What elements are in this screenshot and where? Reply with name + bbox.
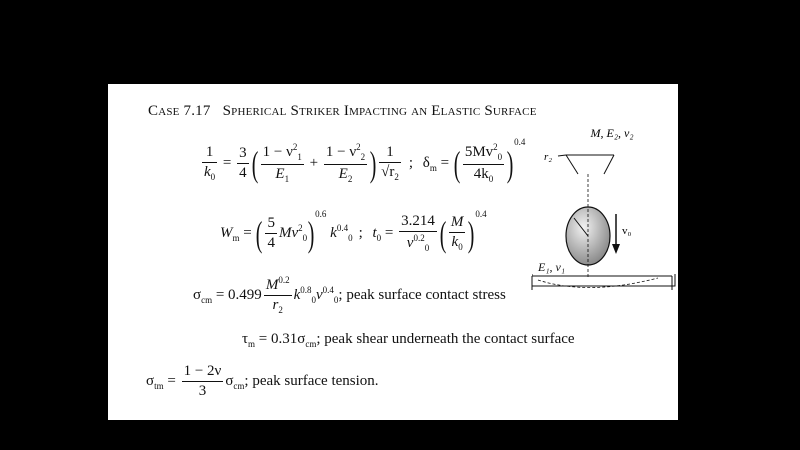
equation-surface-tension: $\sigma_{tm}$ = $\frac{1 - 2\nu}{3}$ $\sigma_{cm}$; peak surface tension. xyxy=(146,363,379,399)
case-heading: Spherical Striker Impacting an Elastic Surface xyxy=(222,103,537,119)
radius-label: r₂ xyxy=(544,151,553,163)
equation-shear-stress: $\tau_m = 0.31\sigma_{cm}$; peak shear underneath the contact surface xyxy=(242,331,575,349)
case-number: Case 7.17 xyxy=(148,103,211,119)
document-page xyxy=(108,84,678,420)
mass-modulus-label: M, E₂, ν₂ xyxy=(590,126,634,140)
leader-line-left xyxy=(566,155,578,174)
leader-line-right xyxy=(604,155,614,174)
velocity-label: v₀ xyxy=(622,225,632,237)
equation-contact-stress: $\sigma_{cm} = 0.499$ $\frac{M^{0.2}}{r_2}$ $k^{0.8}_0v^{0.4}_0$; peak surface contact stress xyxy=(193,275,506,315)
elastic-body-label: E₁, ν₁ xyxy=(538,260,565,274)
case-title xyxy=(148,103,537,120)
equation-energy-time: $W_m$ = ( $\frac{5}{4}$ $Mv^2_0)^{0.6}$ $k^{0.4}_0$ ; $t_0$ = $\frac{3.214}{v^{0.2}_0}$ ( $\frac{M}{k_0}$ )$^{0.4}$ xyxy=(220,209,487,254)
body-outline-bottom xyxy=(532,274,678,288)
equation-compliance: $\frac{1}{k_0}$ = $\frac{3}{4}$ ( $\frac{1 - \nu^2_1}{E_1}$ + $\frac{1 - \nu^2_2}{E_2}$ ) $\frac{1}{√r_2}$ ; $\delta_m$ = ( $\frac{5Mv^2_0}{4k_0}$ )$^{0.4}$ xyxy=(204,137,526,185)
velocity-arrowhead xyxy=(612,244,620,254)
radius-leader xyxy=(558,155,566,156)
